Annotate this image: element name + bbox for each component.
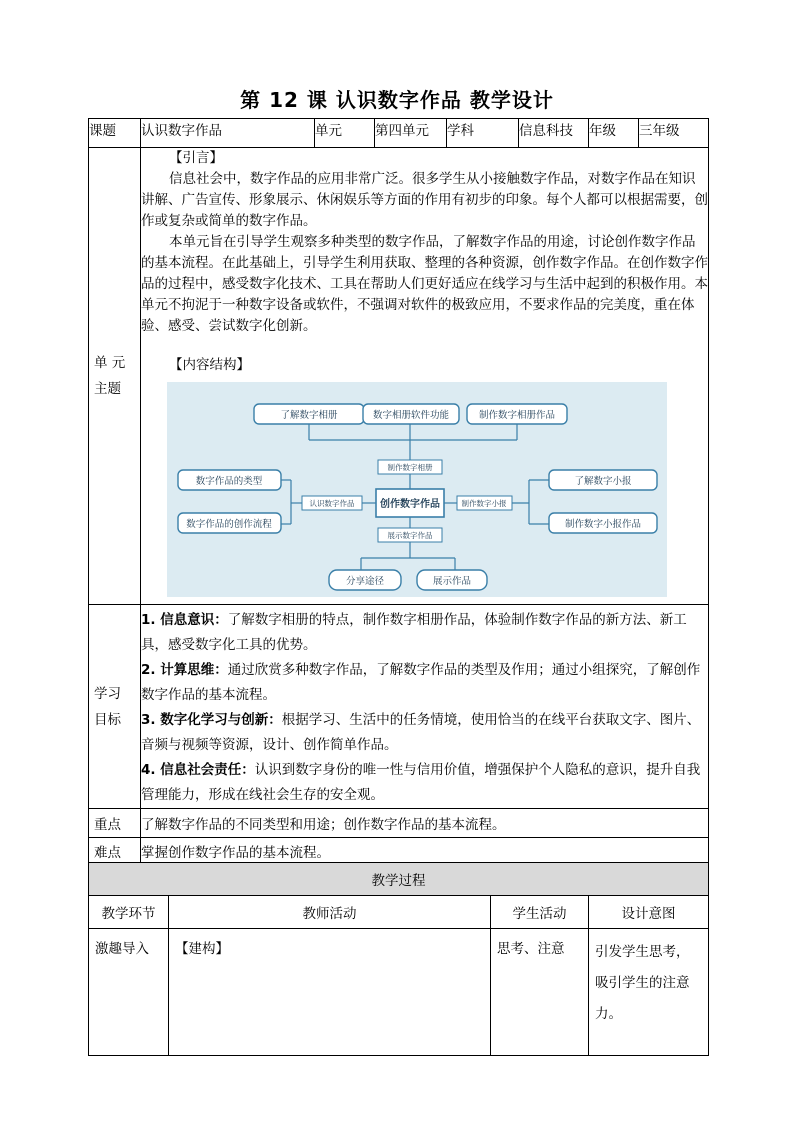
node-right-top: 了解数字小报 — [574, 476, 632, 487]
content-structure-diagram — [167, 382, 667, 597]
node-top-mid: 数字相册软件功能 — [372, 410, 450, 421]
topic-value: 认识数字作品 — [141, 119, 315, 148]
structure-heading: 【内容结构】 — [169, 357, 250, 373]
process-heading: 教学过程 — [89, 863, 709, 896]
goal-item: 3. 数字化学习与创新：根据学习、生活中的任务情境，使用恰当的在线平台获取文字、图片、音频与视频等资源，设计、创作简单作品。 — [141, 712, 701, 753]
link-top: 制作数字相册 — [387, 463, 433, 472]
node-bottom-right: 展示作品 — [432, 576, 472, 587]
col-teacher-header: 教师活动 — [169, 896, 491, 929]
stage-cell: 激趣导入 — [89, 929, 169, 1056]
intro-paragraph-2: 本单元旨在引导学生观察多种类型的数字作品，了解数字作品的用途，讨论创作数字作品的基本流程。在此基础上，引导学生利用获取、整理的各种资源，创作数字作品。在创作数字作品的过程中，感受数字化技术、工具在帮助人们更好适应在线学习与生活中起到的积极作用。本单元不拘泥于一种数字设备或软件，不强调对软件的极致应用，不要求作品的完美度，重在体验、感受、尝试数字化创新。 — [141, 234, 708, 334]
node-top-right: 制作数字相册作品 — [478, 410, 556, 421]
goals-content — [141, 605, 709, 809]
subject-label: 学科 — [447, 119, 519, 148]
table-row — [89, 929, 709, 1056]
node-right-bottom: 制作数字小报作品 — [564, 519, 642, 530]
key-point-text: 了解数字作品的不同类型和用途；创作数字作品的基本流程。 — [141, 809, 709, 838]
link-right: 制作数字小报 — [461, 499, 507, 508]
col-stage-header: 教学环节 — [89, 896, 169, 929]
node-center: 创作数字作品 — [380, 499, 440, 510]
lesson-info-table — [88, 118, 709, 865]
node-left-bottom: 数字作品的创作流程 — [186, 519, 272, 530]
col-student-header: 学生活动 — [491, 896, 589, 929]
teacher-cell: 【建构】 — [169, 929, 491, 1056]
intent-cell: 引发学生思考，吸引学生的注意力。 — [589, 929, 709, 1056]
intro-paragraph-1: 信息社会中，数字作品的应用非常广泛。很多学生从小接触数字作品，对数字作品在知识讲解、广告宣传、形象展示、休闲娱乐等方面的作用有初步的印象。每个人都可以根据需要，创作或复杂或简单的数字作品。 — [141, 171, 708, 229]
topic-label: 课题 — [89, 119, 141, 148]
goals-label: 学习 目标 — [89, 605, 141, 809]
link-bottom: 展示数字作品 — [387, 531, 433, 540]
goal-item: 2. 计算思维：通过欣赏多种数字作品，了解数字作品的类型及作用；通过小组探究，了解创作数字作品的基本流程。 — [141, 662, 701, 703]
grade-value: 三年级 — [639, 119, 709, 148]
teaching-process-table — [88, 862, 709, 1056]
node-top-left: 了解数字相册 — [280, 410, 338, 421]
unit-value: 第四单元 — [375, 119, 447, 148]
mind-map — [167, 382, 667, 597]
node-left-top: 数字作品的类型 — [195, 476, 263, 487]
goal-item: 4. 信息社会责任：认识到数字身份的唯一性与信用价值，增强保护个人隐私的意识，提升自我管理能力，形成在线社会生存的安全观。 — [141, 762, 701, 803]
grade-label: 年级 — [589, 119, 639, 148]
goal-item: 1. 信息意识：了解数字相册的特点，制作数字相册作品，体验制作数字作品的新方法、新工具，感受数字化工具的优势。 — [141, 612, 687, 653]
node-bottom-left: 分享途径 — [345, 576, 385, 587]
document-title: 第 12 课 认识数字作品 教学设计 — [240, 88, 554, 112]
theme-content — [141, 148, 709, 605]
unit-label: 单元 — [315, 119, 375, 148]
link-left: 认识数字作品 — [309, 499, 355, 508]
intro-heading: 【引言】 — [169, 150, 223, 166]
difficulty-text: 掌握创作数字作品的基本流程。 — [141, 838, 709, 865]
difficulty-label: 难点 — [89, 838, 141, 865]
theme-label: 单 元 主题 — [89, 148, 141, 605]
subject-value: 信息科技 — [519, 119, 589, 148]
student-cell: 思考、注意 — [491, 929, 589, 1056]
col-intent-header: 设计意图 — [589, 896, 709, 929]
key-point-label: 重点 — [89, 809, 141, 838]
